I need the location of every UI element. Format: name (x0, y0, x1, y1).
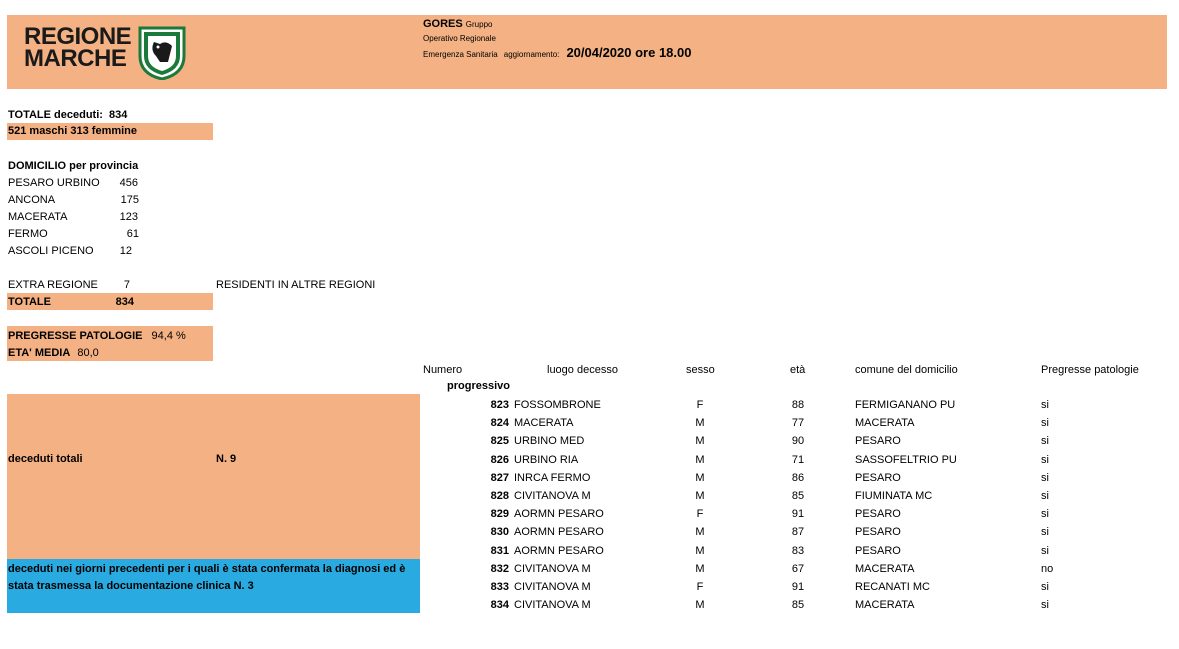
provincia-name-1: ANCONA (8, 194, 56, 206)
row-comune: RECANATI MC (855, 581, 930, 593)
domicilio-title: DOMICILIO per provincia (8, 160, 139, 172)
patologie-label: PREGRESSE PATOLOGIE (8, 330, 143, 342)
row-eta: 77 (791, 417, 805, 429)
row-numero: 831 (490, 545, 509, 557)
header-progressivo: progressivo (447, 380, 510, 392)
header-eta: età (790, 364, 806, 376)
row-numero: 823 (490, 399, 509, 411)
row-luogo: URBINO RIA (514, 454, 579, 466)
regione-marche-emblem-icon (138, 26, 186, 80)
extra-regione-note: RESIDENTI IN ALTRE REGIONI (216, 279, 376, 291)
gores-title: GORES (423, 18, 463, 30)
totale-value: 834 (109, 109, 128, 121)
row-luogo: CIVITANOVA M (514, 581, 591, 593)
row-patologie: si (1041, 472, 1049, 484)
regione-marche-logo (24, 23, 132, 72)
update-date: 20/04/2020 ore 18.00 (566, 45, 692, 60)
row-eta: 91 (791, 508, 805, 520)
row-eta: 67 (791, 563, 805, 575)
deceduti-totali-label: deceduti totali (8, 453, 83, 465)
row-sesso: F (696, 581, 704, 593)
eta-media-label: ETA' MEDIA (8, 347, 71, 359)
header-comune: comune del domicilio (855, 364, 958, 376)
provincia-name-2: MACERATA (8, 211, 68, 223)
row-luogo: MACERATA (514, 417, 574, 429)
row-sesso: M (695, 417, 705, 429)
patologie-value: 94,4 % (151, 330, 186, 342)
row-numero: 824 (490, 417, 509, 429)
row-patologie: si (1041, 545, 1049, 557)
provincia-value-1: 175 (120, 194, 139, 206)
row-eta: 83 (791, 545, 805, 557)
extra-regione-value: 7 (123, 279, 130, 291)
totale-label: TOTALE deceduti: (8, 109, 103, 121)
row-sesso: M (695, 490, 705, 502)
header-patologie: Pregresse patologie (1041, 364, 1139, 376)
row-sesso: M (695, 599, 705, 611)
row-patologie: si (1041, 581, 1049, 593)
row-patologie: si (1041, 417, 1049, 429)
row-numero: 828 (490, 490, 509, 502)
row-eta: 71 (791, 454, 805, 466)
row-comune: PESARO (855, 526, 901, 538)
logo-line2: MARCHE (24, 45, 127, 72)
row-eta: 86 (791, 472, 805, 484)
eta-media-value: 80,0 (77, 347, 99, 359)
row-luogo: AORMN PESARO (514, 526, 604, 538)
provincia-name-4: ASCOLI PICENO (8, 245, 94, 257)
row-eta: 85 (791, 490, 805, 502)
row-eta: 88 (791, 399, 805, 411)
gores-line1 (423, 18, 492, 30)
row-luogo: AORMN PESARO (514, 508, 604, 520)
row-eta: 85 (791, 599, 805, 611)
row-sesso: F (696, 399, 704, 411)
emergenza-label: Emergenza Sanitaria (423, 50, 498, 59)
row-comune: MACERATA (855, 599, 915, 611)
extra-regione-label: EXTRA REGIONE (8, 279, 98, 291)
row-comune: PESARO (855, 545, 901, 557)
row-numero: 833 (490, 581, 509, 593)
provincia-value-4: 12 (119, 245, 132, 257)
provincia-value-3: 61 (126, 228, 139, 240)
row-comune: FIUMINATA MC (855, 490, 933, 502)
row-patologie: si (1041, 435, 1049, 447)
row-luogo: INRCA FERMO (514, 472, 591, 484)
gores-line2: Operativo Regionale (423, 34, 496, 43)
row-numero: 827 (490, 472, 509, 484)
row-numero: 834 (490, 599, 509, 611)
header-numero: Numero (423, 364, 463, 376)
gender-breakdown: 521 maschi 313 femmine (7, 123, 213, 140)
row-numero: 826 (490, 454, 509, 466)
row-luogo: URBINO MED (514, 435, 585, 447)
totale-deceduti (8, 109, 127, 121)
row-sesso: M (695, 435, 705, 447)
row-eta: 91 (791, 581, 805, 593)
row-luogo: CIVITANOVA M (514, 599, 591, 611)
row-sesso: F (696, 508, 704, 520)
provincia-value-2: 123 (119, 211, 138, 223)
row-patologie: si (1041, 599, 1049, 611)
gores-line3 (423, 45, 692, 60)
row-patologie: si (1041, 526, 1049, 538)
row-comune: PESARO (855, 472, 901, 484)
gores-suffix: Gruppo (465, 20, 493, 29)
row-patologie: si (1041, 508, 1049, 520)
header-luogo: luogo decesso (547, 364, 618, 376)
provincia-name-3: FERMO (8, 228, 48, 240)
deceduti-precedenti-line1: deceduti nei giorni precedenti per i quali è stata confermata la diagnosi ed è (8, 563, 406, 575)
row-sesso: M (695, 545, 705, 557)
row-sesso: M (695, 563, 705, 575)
row-patologie: si (1041, 490, 1049, 502)
row-comune: SASSOFELTRIO PU (855, 454, 957, 466)
domicilio-totale-label: TOTALE (8, 296, 51, 308)
header-sesso: sesso (686, 364, 715, 376)
row-numero: 830 (490, 526, 509, 538)
row-numero: 825 (490, 435, 509, 447)
row-eta: 87 (791, 526, 805, 538)
row-patologie: no (1041, 563, 1054, 575)
row-numero: 832 (490, 563, 509, 575)
row-luogo: CIVITANOVA M (514, 490, 591, 502)
row-eta: 90 (791, 435, 805, 447)
deceduti-precedenti-line2: stata trasmessa la documentazione clinica N. 3 (8, 580, 254, 592)
row-luogo: CIVITANOVA M (514, 563, 591, 575)
logo-line1: REGIONE (24, 23, 132, 50)
provincia-value-0: 456 (119, 177, 138, 189)
deceduti-totali-n: N. 9 (216, 453, 237, 465)
row-patologie: si (1041, 454, 1049, 466)
deceduti-totali-block (7, 394, 420, 559)
row-sesso: M (695, 454, 705, 466)
patologie-stat (8, 330, 186, 342)
row-numero: 829 (490, 508, 509, 520)
row-comune: FERMIGANANO PU (855, 399, 956, 411)
row-sesso: M (695, 472, 705, 484)
row-comune: PESARO (855, 435, 901, 447)
row-luogo: FOSSOMBRONE (514, 399, 601, 411)
row-patologie: si (1041, 399, 1049, 411)
row-sesso: M (695, 526, 705, 538)
domicilio-totale-value: 834 (115, 296, 134, 308)
row-comune: MACERATA (855, 417, 915, 429)
row-comune: PESARO (855, 508, 901, 520)
provincia-name-0: PESARO URBINO (8, 177, 100, 189)
row-comune: MACERATA (855, 563, 915, 575)
eta-media-stat (8, 347, 99, 359)
aggiornamento-label: aggiornamento: (503, 50, 560, 59)
row-luogo: AORMN PESARO (514, 545, 604, 557)
